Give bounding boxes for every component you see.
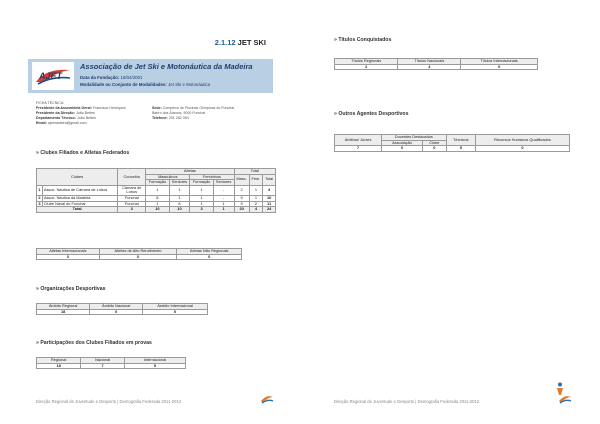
col-concelho: Concelho: [118, 169, 146, 186]
orgs-section-title: » Organizações Desportivas: [36, 286, 106, 292]
table-row: 2 4 0: [335, 64, 538, 70]
table-row: 1 Assoc. Náutica de Câmara de Lobos Câmara de Lobos 1 1 1 - 2 1 3: [37, 185, 276, 195]
info-row: Departamento Técnico: João Bettes: [36, 116, 96, 120]
participations-section-title: » Participações dos Clubes Filiados em provas: [36, 340, 152, 346]
footer-logo-icon: [558, 393, 572, 405]
table-total-row: Total 3 10 10 3 1 20 4 24: [37, 207, 276, 213]
col-atletas: Atletas: [146, 169, 234, 175]
info-row: Sede: Complexo de Piscinas Olímpicas do Funchal,: [152, 106, 236, 110]
page-title: [215, 38, 266, 47]
titles-section-title: » Títulos Conquistados: [334, 37, 392, 43]
page-title-text: JET SKI: [237, 38, 266, 47]
founding-value: 18/04/2001: [120, 75, 143, 80]
technical-info-left: [36, 101, 126, 126]
footer-text: Direção Regional de Juventude e Desporto | Demografia Federada 2011-2012: [36, 399, 182, 404]
table-row: 7 0 0 5 0: [335, 146, 570, 152]
info-heading: FICHA TÉCNICA:: [36, 101, 65, 105]
col-recursos: Recursos Humanos Qualificados: [475, 135, 569, 146]
col-seniores: Seniores: [169, 180, 190, 186]
col-clubes: Clubes: [37, 169, 118, 186]
info-row: Telefone: 291 282 054: [152, 116, 189, 120]
col-associacao: Associação: [381, 140, 422, 146]
info-row: Email: ajetmadeira@gmail.com: [36, 121, 87, 125]
col-seniores: Seniores: [213, 180, 234, 186]
participations-table: Regional Nacional Internacional 18 7 5: [36, 357, 186, 369]
col-docentes: Docentes Destacados: [381, 135, 446, 141]
table-row: 3 Clube Naval do Funchal Funchal 1 8 1 1 9 2 11: [37, 201, 276, 207]
agents-section-title: » Outros Agentes Desportivos: [334, 111, 409, 117]
clubs-table: [36, 168, 276, 213]
col-masc: Masc.: [234, 174, 249, 185]
orgs-table: Âmbito Regional Âmbito Nacional Âmbito Internacional 18 0 0: [36, 303, 208, 315]
footer-text: Direção Regional de Juventude e Desporto | Demografia Federada 2011-2012: [334, 399, 480, 404]
col-total: Total: [234, 169, 275, 175]
info-row: Presidente da Assembleia Geral: Francisco Henriques: [36, 106, 126, 110]
info-row: Bairro dos Álamos, 9000 Funchal: [152, 111, 206, 115]
technical-info-right: [152, 106, 235, 121]
col-total-short: Total: [263, 174, 276, 185]
col-tecnicos: Técnicos: [446, 135, 475, 146]
col-clube: Clube: [423, 140, 447, 146]
table-row: 18 0 0: [37, 309, 208, 315]
col-masculinos: Masculinos: [146, 174, 190, 180]
clubs-section-title: » Clubes Filiados e Atletas Federados: [36, 150, 130, 156]
logo-text: AJET: [39, 71, 63, 81]
info-row: Presidente da Direção: João Bettes: [36, 111, 95, 115]
col-femininos: Femininos: [190, 174, 234, 180]
association-name: Associação de Jet Ski e Motonáutica da Madeira: [80, 62, 253, 71]
page-title-number: 2.1.12: [214, 38, 236, 47]
titles-table: Títulos Regionais Títulos Nacionais Títulos Internacionais 2 4 0: [334, 58, 538, 70]
athletes-table: Atletas Internacionais Atletas de Alto Rendimento Atletas Não Regionais 3 0 0: [36, 248, 242, 260]
table-row: 2 Assoc. Náutica da Madeira Funchal 8 1 1 - 9 1 10: [37, 195, 276, 201]
col-arbitros: Árbitros/ Juízes: [335, 135, 382, 146]
table-row: 18 7 5: [37, 363, 186, 369]
right-page: [300, 0, 600, 424]
agents-table: [334, 134, 570, 152]
founding-label: Data da Fundação:: [80, 75, 120, 80]
ajet-logo-icon: [32, 62, 74, 90]
modality: [80, 82, 210, 87]
modality-value: Jet Ski e Motonáutica: [168, 82, 211, 87]
table-row: 3 0 0: [37, 254, 242, 260]
col-fem: Fem.: [249, 174, 262, 185]
founding-date: [80, 75, 143, 80]
modality-label: Modalidade ou Conjunto de Modalidades:: [80, 82, 167, 87]
col-formacao: Formação: [190, 180, 213, 186]
footer-logo-icon: [260, 393, 274, 405]
col-formacao: Formação: [146, 180, 169, 186]
